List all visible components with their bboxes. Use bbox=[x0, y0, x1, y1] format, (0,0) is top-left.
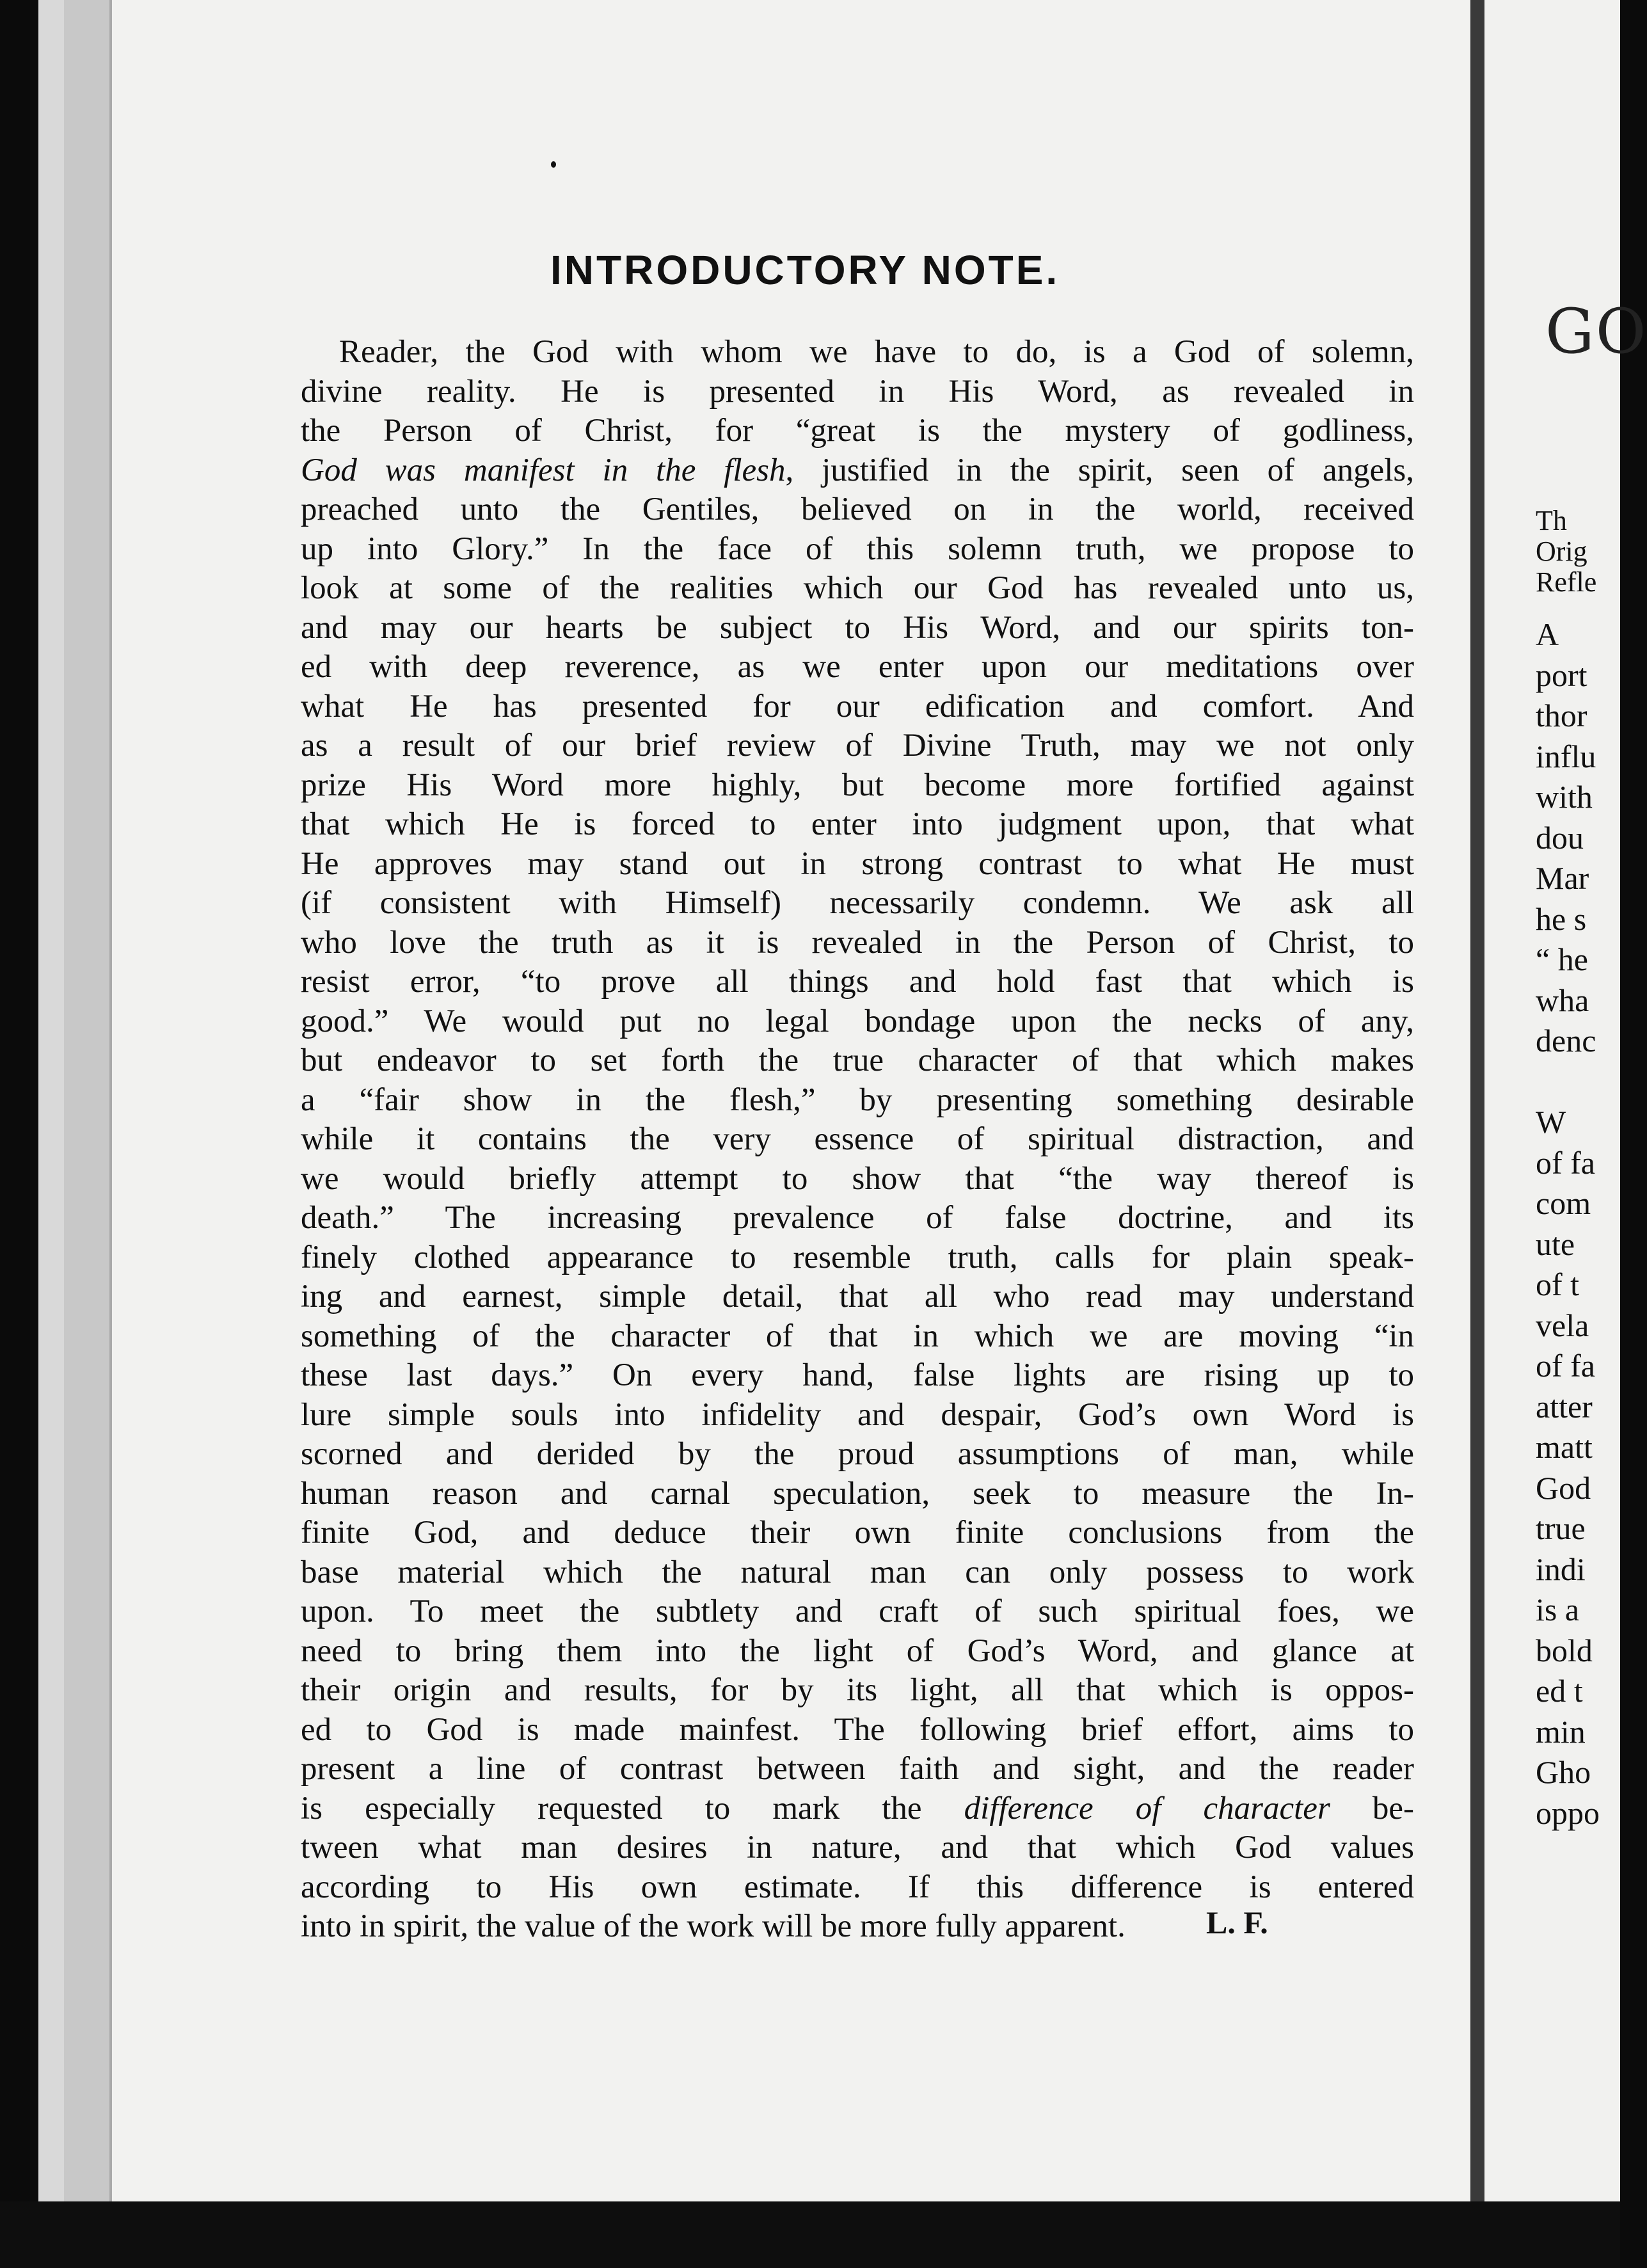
book-gutter bbox=[1470, 0, 1484, 2268]
text-line: God was manifest in the flesh, justified in the spirit, seen of angels, bbox=[301, 452, 1414, 488]
facing-text-line: vela bbox=[1536, 1307, 1589, 1343]
facing-page bbox=[1484, 0, 1647, 2268]
text-line: ing and earnest, simple detail, that all who read may understand bbox=[301, 1279, 1414, 1314]
facing-text-line: wha bbox=[1536, 982, 1589, 1018]
facing-text-line: Mar bbox=[1536, 860, 1589, 896]
text-line: who love the truth as it is revealed in the Person of Christ, to bbox=[301, 924, 1414, 961]
facing-text-line bbox=[1536, 1062, 1600, 1103]
facing-page-heading: GO bbox=[1545, 296, 1647, 367]
facing-text-line: atter bbox=[1536, 1388, 1593, 1425]
facing-text-line: “ he bbox=[1536, 941, 1588, 977]
text-line: what He has presented for our edification and comfort. And bbox=[301, 688, 1414, 724]
text-line: need to bring them into the light of God’s Word, and glance at bbox=[301, 1633, 1414, 1669]
facing-subtitle-line: Th bbox=[1536, 505, 1567, 536]
text-line: prize His Word more highly, but become more fortified against bbox=[301, 767, 1414, 803]
text-line: death.” The increasing prevalence of false doctrine, and its bbox=[301, 1200, 1414, 1236]
facing-text-line: port bbox=[1536, 657, 1587, 693]
facing-text-line: is a bbox=[1536, 1592, 1580, 1627]
text-line: but endeavor to set forth the true character of that which makes bbox=[301, 1042, 1414, 1078]
facing-text-line: he s bbox=[1536, 900, 1587, 937]
text-line: and may our hearts be subject to His Word, and our spirits ton- bbox=[301, 609, 1414, 646]
text-line: lure simple souls into infidelity and despair, God’s own Word is bbox=[301, 1396, 1414, 1433]
text-line: tween what man desires in nature, and that which God values bbox=[301, 1830, 1414, 1865]
text-line: we would briefly attempt to show that “the way thereof is bbox=[301, 1160, 1414, 1197]
text-line: look at some of the realities which our God has revealed unto us, bbox=[301, 570, 1414, 606]
facing-text-line: com bbox=[1536, 1185, 1591, 1221]
facing-text-line: dou bbox=[1536, 819, 1584, 856]
text-line: the Person of Christ, for “great is the mystery of godliness, bbox=[301, 413, 1414, 449]
facing-page-text bbox=[1536, 614, 1600, 1833]
text-line: ed to God is made mainfest. The following brief effort, aims to bbox=[301, 1711, 1414, 1748]
facing-text-line: with bbox=[1536, 779, 1593, 815]
facing-text-line: denc bbox=[1536, 1023, 1596, 1058]
text-line: these last days.” On every hand, false lights are rising up to bbox=[301, 1357, 1414, 1393]
facing-text-line: thor bbox=[1536, 698, 1587, 733]
text-line: good.” We would put no legal bondage upon the necks of any, bbox=[301, 1003, 1414, 1039]
text-line: preached unto the Gentiles, believed on in the world, received bbox=[301, 491, 1414, 527]
page-title: INTRODUCTORY NOTE. bbox=[550, 247, 1060, 293]
text-line: finite God, and deduce their own finite conclusions from the bbox=[301, 1515, 1414, 1551]
text-line: base material which the natural man can only possess to work bbox=[301, 1554, 1414, 1590]
text-line: that which He is forced to enter into judgment upon, that what bbox=[301, 806, 1414, 842]
body-text bbox=[301, 333, 1414, 1947]
text-line: divine reality. He is presented in His Word, as revealed in bbox=[301, 373, 1414, 410]
facing-text-line: God bbox=[1536, 1469, 1591, 1506]
text-line: up into Glory.” In the face of this solemn truth, we propose to bbox=[301, 531, 1414, 567]
facing-text-line: true bbox=[1536, 1510, 1586, 1546]
text-line: scorned and derided by the proud assumptions of man, while bbox=[301, 1436, 1414, 1472]
text-line: something of the character of that in which we are moving “in bbox=[301, 1318, 1414, 1354]
text-line: their origin and results, for by its light, all that which is oppos- bbox=[301, 1672, 1414, 1708]
author-signature: L. F. bbox=[1206, 1905, 1268, 1940]
text-line: while it contains the very essence of spiritual distraction, and bbox=[301, 1121, 1414, 1157]
text-line: ed with deep reverence, as we enter upon our meditations over bbox=[301, 649, 1414, 685]
facing-subtitle-line: Orig bbox=[1536, 536, 1587, 567]
text-line: is especially requested to mark the difference of character be- bbox=[301, 1790, 1415, 1826]
facing-text-line: min bbox=[1536, 1713, 1586, 1750]
facing-text-line: A bbox=[1536, 616, 1559, 652]
facing-subtitle-line: Refle bbox=[1536, 566, 1597, 598]
facing-text-line: influ bbox=[1536, 738, 1596, 774]
facing-text-line: indi bbox=[1536, 1551, 1586, 1587]
text-line: into in spirit, the value of the work will be more fully apparent. bbox=[301, 1908, 1126, 1944]
facing-text-line: W bbox=[1536, 1104, 1566, 1140]
text-line: He approves may stand out in strong contrast to what He must bbox=[301, 845, 1414, 882]
facing-text-line: of fa bbox=[1536, 1144, 1595, 1181]
scan-border bbox=[0, 2201, 1620, 2268]
text-line: a “fair show in the flesh,” by presenting something desirable bbox=[301, 1082, 1414, 1118]
facing-page-subtitle bbox=[1536, 506, 1596, 598]
ink-speck bbox=[551, 161, 556, 168]
text-line: human reason and carnal speculation, seek to measure the In- bbox=[301, 1475, 1414, 1512]
facing-text-line: ed t bbox=[1536, 1673, 1583, 1709]
text-line: upon. To meet the subtlety and craft of such spiritual foes, we bbox=[301, 1593, 1414, 1629]
text-line: (if consistent with Himself) necessarily condemn. We ask all bbox=[301, 885, 1414, 921]
facing-text-line: of t bbox=[1536, 1266, 1580, 1302]
text-line: as a result of our brief review of Divine Truth, may we not only bbox=[301, 728, 1414, 763]
facing-text-line: ute bbox=[1536, 1226, 1575, 1262]
text-line: according to His own estimate. If this difference is entered bbox=[301, 1869, 1414, 1905]
text-line: Reader, the God with whom we have to do, is a God of solemn, bbox=[339, 334, 1414, 370]
facing-text-line: Gho bbox=[1536, 1754, 1591, 1790]
facing-text-line: matt bbox=[1536, 1429, 1593, 1465]
text-line: finely clothed appearance to resemble truth, calls for plain speak- bbox=[301, 1239, 1414, 1275]
text-line: present a line of contrast between faith and sight, and the reader bbox=[301, 1751, 1414, 1787]
text-line: resist error, “to prove all things and hold fast that which is bbox=[301, 964, 1414, 1000]
facing-text-line: bold bbox=[1536, 1632, 1593, 1668]
facing-text-line: oppo bbox=[1536, 1794, 1600, 1831]
facing-text-line: of fa bbox=[1536, 1348, 1595, 1384]
